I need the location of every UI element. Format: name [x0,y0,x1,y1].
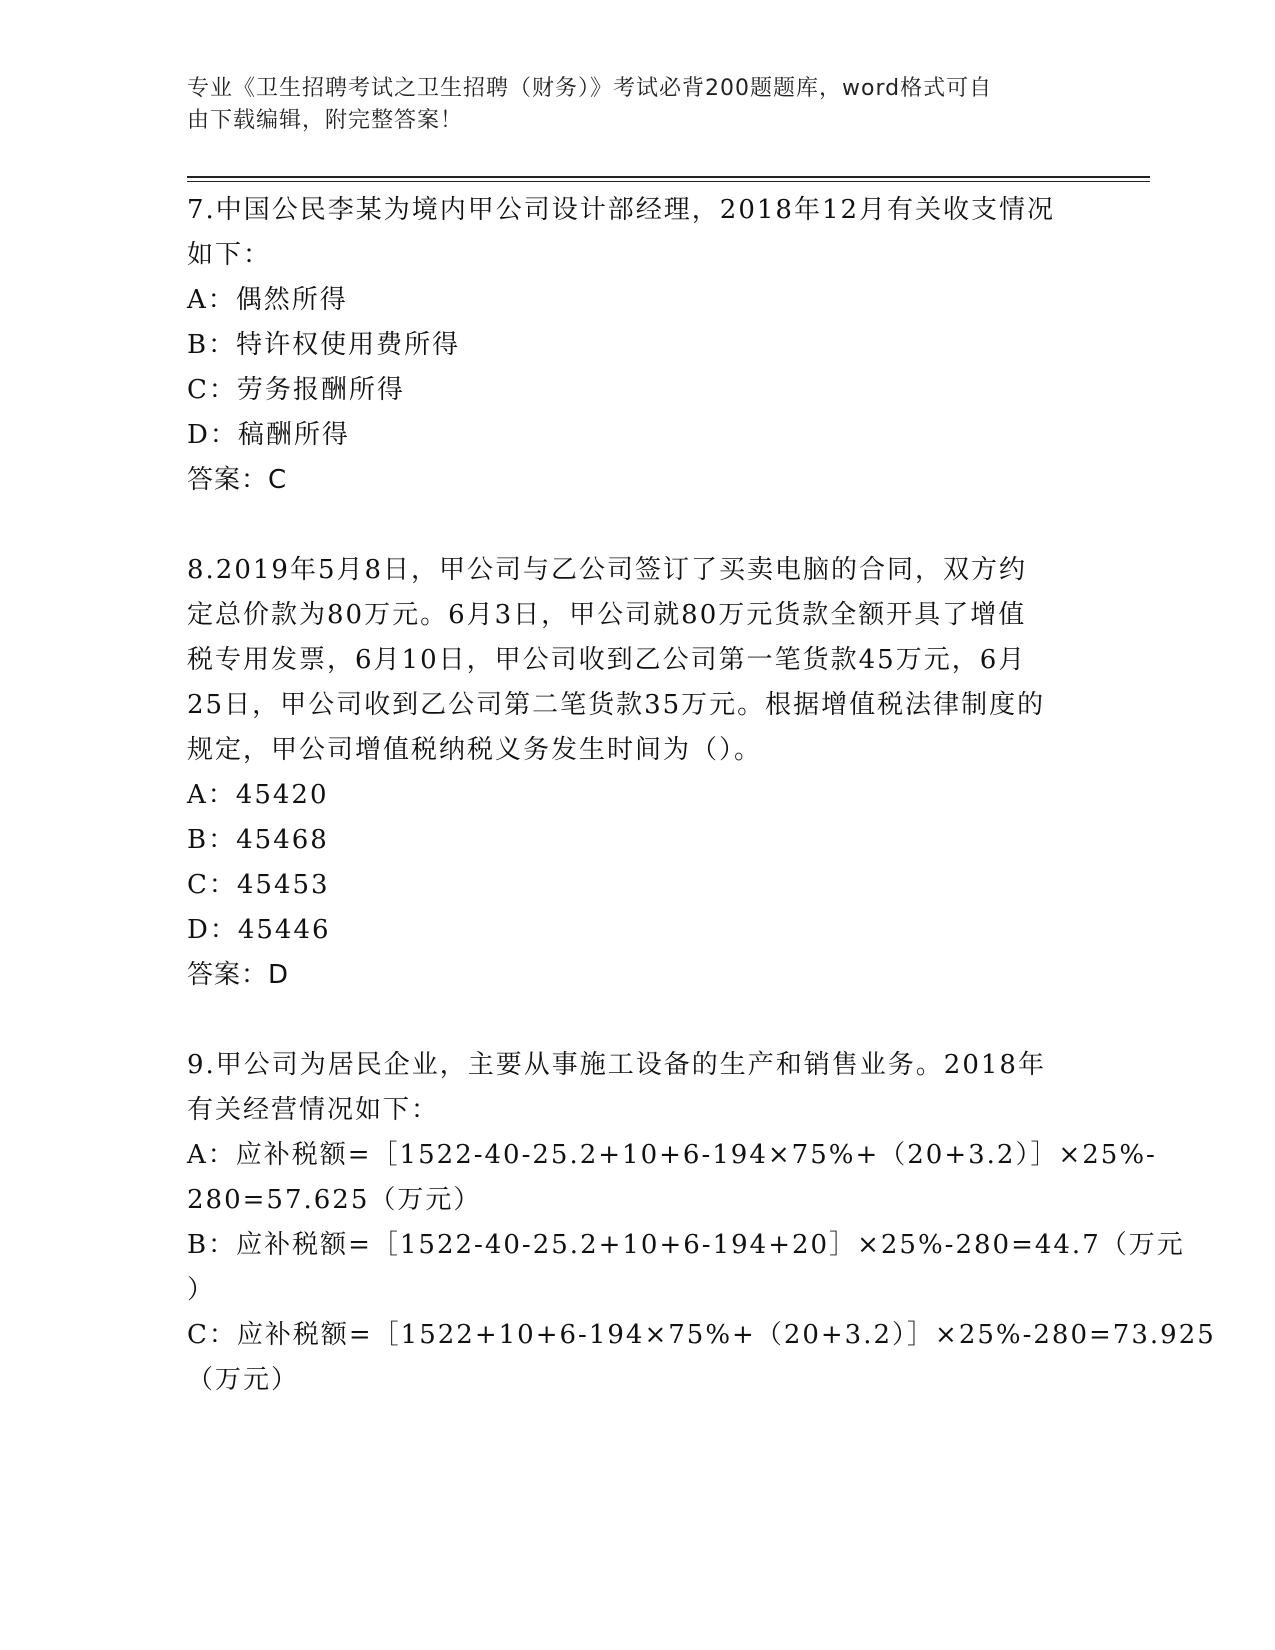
stem-line: 税专用发票，6月10日，甲公司收到乙公司第一笔货款45万元，6月 [187,645,1027,675]
question-stem [187,1043,1087,1133]
option-a [187,1133,1157,1223]
option-line: 280=57.625（万元） [187,1185,482,1215]
option-b: B：特许权使用费所得 [187,330,461,360]
stem-line: 25日，甲公司收到乙公司第二笔货款35万元。根据增值税法律制度的 [187,690,1046,720]
header-line-1: 专业《卫生招聘考试之卫生招聘（财务）》考试必背200题题库，word格式可自 [187,76,993,101]
stem-line: 7.中国公民李某为境内甲公司设计部经理，2018年12月有关收支情况 [187,195,1056,225]
stem-line: 定总价款为80万元。6月3日，甲公司就80万元货款全额开具了增值 [187,600,1027,630]
option-line: （万元） [187,1365,300,1395]
answer-line: 答案：C [187,465,288,495]
question-7 [187,188,1087,503]
option-c [187,1313,1216,1403]
stem-line: 有关经营情况如下： [187,1095,440,1125]
option-line: A：应补税额=［1522-40-25.2+10+6-194×75%+（20+3.2）］×25%- [187,1140,1157,1170]
option-a: A：偶然所得 [187,285,348,315]
option-c: C：45453 [187,870,330,900]
question-9 [187,1043,1216,1403]
option-line: C：应补税额=［1522+10+6-194×75%+（20+3.2）］×25%-280=73.925 [187,1320,1216,1350]
option-b: B：45468 [187,825,329,855]
option-a: A：45420 [187,780,329,810]
question-spacer [187,998,1087,1043]
question-stem [187,188,1087,278]
question-list [187,188,1216,1403]
option-line: ） [187,1275,216,1305]
header-divider-thin [187,181,1150,182]
option-d: D：45446 [187,915,331,945]
question-spacer [187,503,1087,548]
document-header [187,73,1067,137]
header-divider-thick [187,176,1150,178]
stem-line: 9.甲公司为居民企业，主要从事施工设备的生产和销售业务。2018年 [187,1050,1046,1080]
stem-line: 8.2019年5月8日，甲公司与乙公司签订了买卖电脑的合同，双方约 [187,555,1028,585]
stem-line: 如下： [187,240,272,270]
question-8 [187,548,1087,998]
option-c: C：劳务报酬所得 [187,375,405,405]
header-line-2: 由下载编辑，附完整答案！ [187,108,464,133]
option-d: D：稿酬所得 [187,420,350,450]
option-line: B：应补税额=［1522-40-25.2+10+6-194+20］×25%-280=44.7（万元 [187,1230,1185,1260]
question-stem [187,548,1087,773]
answer-line: 答案：D [187,960,290,990]
stem-line: 规定，甲公司增值税纳税义务发生时间为（）。 [187,735,763,765]
option-b [187,1223,1185,1313]
